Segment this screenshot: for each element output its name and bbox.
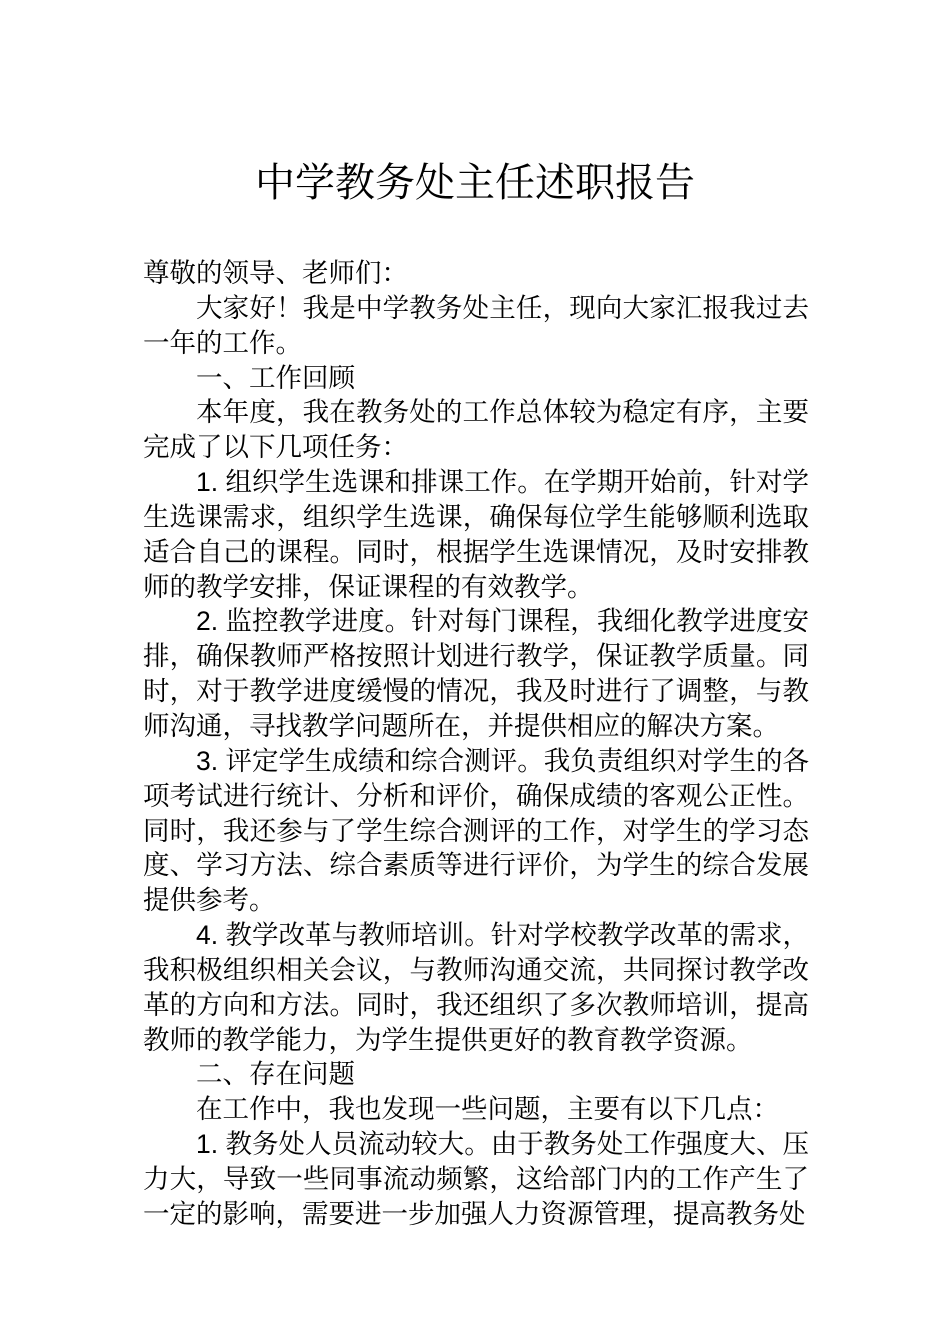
salutation-line: 尊敬的领导、老师们： [143, 258, 408, 288]
task-3-paragraph: 3. 评定学生成绩和综合测评。我负责组织对学生的各项考试进行统计、分析和评价，确保成绩的客观公正性。同时，我还参与了学生综合测评的工作，对学生的学习态度、学习方法、综合素质等进行评价，为学生的综合发展提供参考。 [143, 745, 809, 916]
task-2-paragraph: 2. 监控教学进度。针对每门课程，我细化教学进度安排，确保教师严格按照计划进行教学，保证教学质量。同时，对于教学进度缓慢的情况，我及时进行了调整，与教师沟通，寻找教学问题所在，并提供相应的解决方案。 [143, 606, 809, 741]
greeting-paragraph: 大家好！我是中学教务处主任，现向大家汇报我过去一年的工作。 [143, 292, 809, 358]
document-body [143, 256, 809, 1232]
task-1-paragraph: 1. 组织学生选课和排课工作。在学期开始前，针对学生选课需求，组织学生选课，确保每位学生能够顺利选取适合自己的课程。同时，根据学生选课情况，及时安排教师的教学安排，保证课程的有效教学。 [143, 467, 809, 602]
document-title: 中学教务处主任述职报告 [255, 161, 695, 205]
problem-1-paragraph-truncated: 1. 教务处人员流动较大。由于教务处工作强度大、压力大，导致一些同事流动频繁，这给部门内的工作产生了一定的影响，需要进一步加强人力资源管理，提高教务处 [143, 1129, 809, 1229]
task-4-paragraph: 4. 教学改革与教师培训。针对学校教学改革的需求，我积极组织相关会议，与教师沟通交流，共同探讨教学改革的方向和方法。同时，我还组织了多次教师培训，提高教师的教学能力，为学生提供更好的教育教学资源。 [143, 920, 809, 1055]
section-heading-problems: 二、存在问题 [196, 1059, 355, 1090]
work-review-intro-paragraph: 本年度，我在教务处的工作总体较为稳定有序，主要完成了以下几项任务： [143, 397, 809, 463]
section-heading-work-review: 一、工作回顾 [196, 362, 355, 393]
problems-intro-paragraph: 在工作中，我也发现一些问题，主要有以下几点： [196, 1094, 779, 1125]
